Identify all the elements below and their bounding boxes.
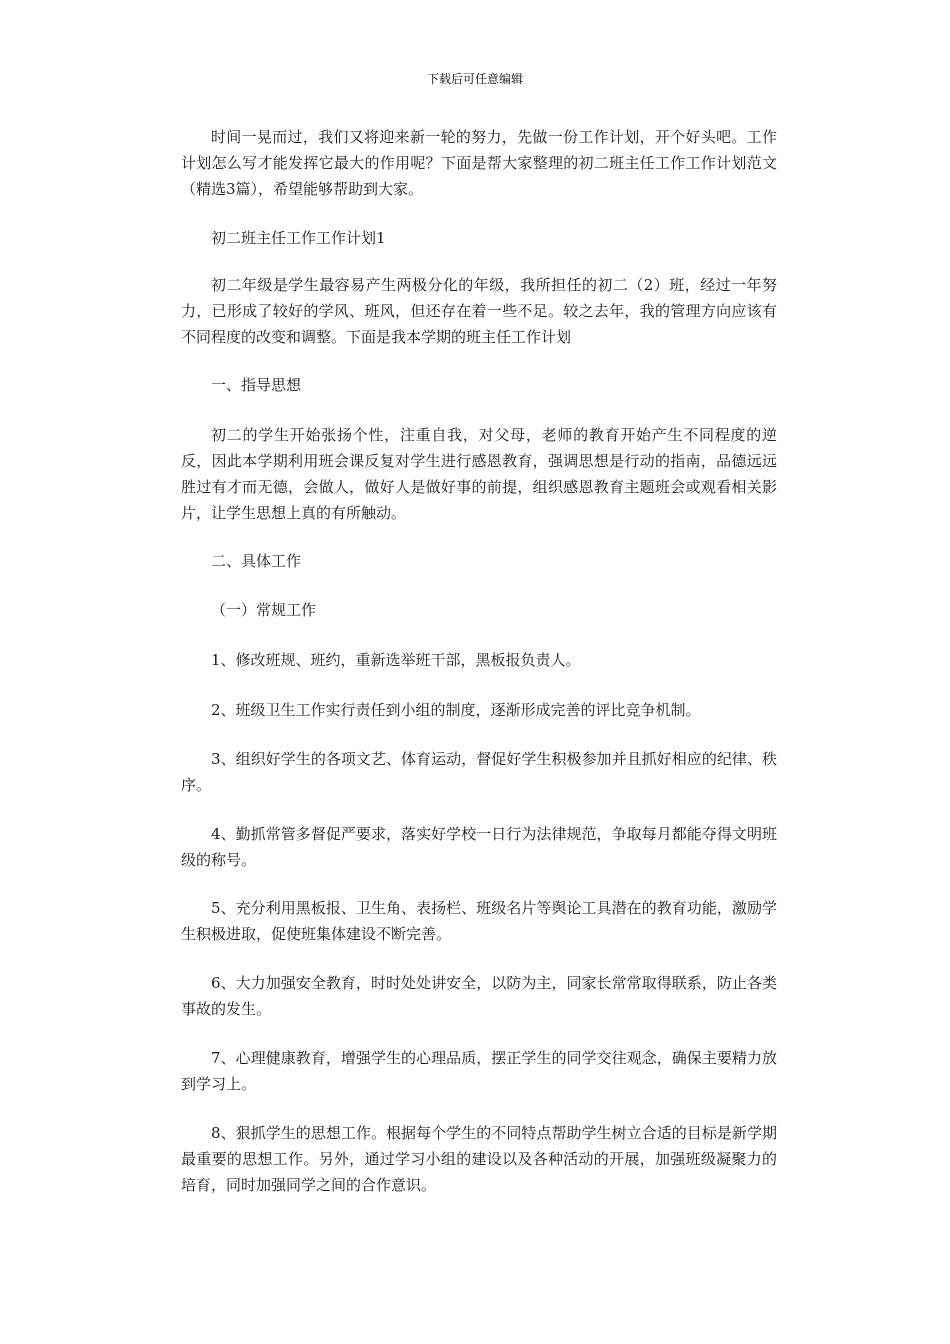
paragraph-text: 3、组织好学生的各项文艺、体育运动，督促好学生积极参加并且抓好相应的纪律、秩序。 [181, 750, 777, 794]
paragraph-text: 初二的学生开始张扬个性，注重自我，对父母，老师的教育开始产生不同程度的逆反，因此本学期利用班会课反复对学生进行感恩教育，强调思想是行动的指南，品德远远胜过有才而无德，会做人，做好人是做好事的前提，组织感恩教育主题班会或观看相关影片，让学生思想上真的有所触动。 [181, 426, 777, 522]
paragraph-text: 初二年级是学生最容易产生两极分化的年级，我所担任的初二（2）班，经过一年努力，已形成了较好的学风、班风，但还存在着一些不足。较之去年，我的管理方向应该有不同程度的改变和调整。下面是我本学期的班主任工作计划 [181, 276, 777, 346]
list-item-3 [181, 746, 777, 798]
paragraph-text: 一、指导思想 [211, 376, 302, 394]
paragraph-text: （一）常规工作 [211, 601, 317, 619]
paragraph-text: 二、具体工作 [211, 552, 302, 570]
heading-guiding-ideas [181, 372, 777, 398]
guiding-ideas-paragraph [181, 422, 777, 526]
paragraph-text: 1、修改班规、班约，重新选举班干部，黑板报负责人。 [211, 651, 581, 669]
list-item-5 [181, 895, 777, 947]
list-item-6 [181, 970, 777, 1022]
paragraph-text: 2、班级卫生工作实行责任到小组的制度，逐渐形成完善的评比竞争机制。 [211, 701, 701, 719]
heading-routine-work [181, 597, 777, 623]
paragraph-text: 时间一晃而过，我们又将迎来新一轮的努力，先做一份工作计划，开个好头吧。工作计划怎么写才能发挥它最大的作用呢？下面是帮大家整理的初二班主任工作工作计划范文（精选3篇），希望能够帮助到大家。 [181, 128, 777, 198]
list-item-4 [181, 821, 777, 873]
list-item-1 [181, 647, 777, 673]
list-item-7 [181, 1045, 777, 1097]
paragraph-text: 8、狠抓学生的思想工作。根据每个学生的不同特点帮助学生树立合适的目标是新学期最重要的思想工作。另外，通过学习小组的建设以及各种活动的开展，加强班级凝聚力的培育，同时加强同学之间的合作意识。 [181, 1124, 777, 1194]
context-paragraph [181, 272, 777, 350]
paragraph-text: 6、大力加强安全教育，时时处处讲安全，以防为主，同家长常常取得联系，防止各类事故的发生。 [181, 974, 777, 1018]
paragraph-text: 5、充分利用黑板报、卫生角、表扬栏、班级名片等舆论工具潜在的教育功能，激励学生积极进取，促使班集体建设不断完善。 [181, 899, 777, 943]
list-item-8 [181, 1120, 777, 1198]
intro-paragraph [181, 124, 777, 202]
page-header: 下载后可任意编辑 [426, 72, 523, 86]
paragraph-text: 4、勤抓常管多督促严要求，落实好学校一日行为法律规范，争取每月都能夺得文明班级的称号。 [181, 825, 777, 869]
list-item-2 [181, 697, 777, 723]
paragraph-text: 初二班主任工作工作计划1 [211, 229, 386, 247]
section-title [181, 225, 777, 251]
heading-specific-work [181, 548, 777, 574]
paragraph-text: 7、心理健康教育，增强学生的心理品质，摆正学生的同学交往观念，确保主要精力放到学习上。 [181, 1049, 777, 1093]
